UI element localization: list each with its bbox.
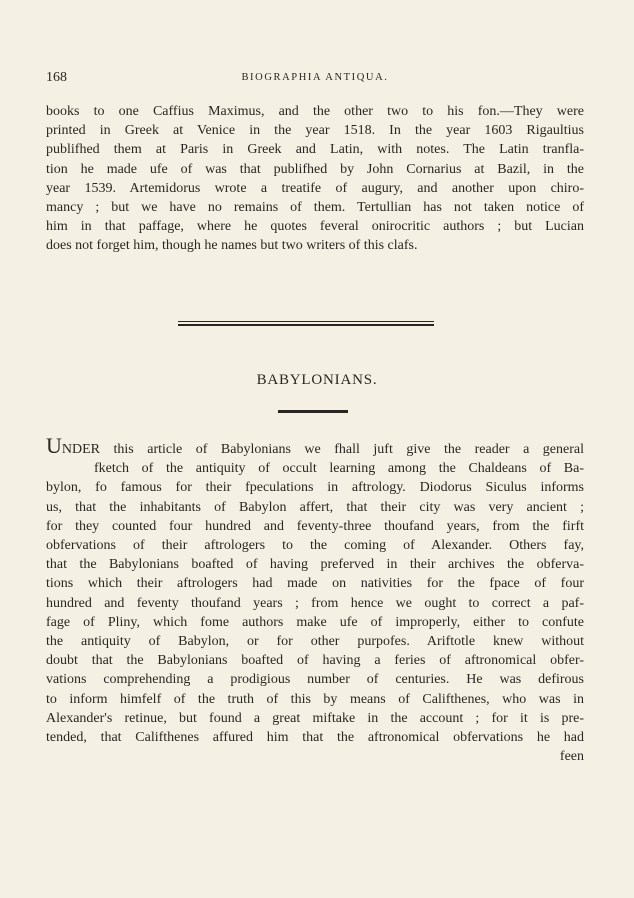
text-line: year 1539. Artemidorus wrote a treatife of augury, and another upon chiro-	[46, 180, 584, 196]
text-line: hundred and feventy thoufand years ; from hence we ought to correct a paf-	[46, 595, 584, 611]
text-line: us, that the inhabitants of Babylon affert, that their city was very ancient ;	[46, 499, 584, 515]
text-line: Alexander's retinue, but found a great miftake in the account ; for it is pre-	[46, 710, 584, 726]
text-line: fage of Pliny, which fome authors make ufe of improperly, either to confute	[46, 614, 584, 630]
text-line: that the Babylonians boafted of having preferved in their archives the obferva-	[46, 557, 584, 573]
running-title: BIOGRAPHIA ANTIQUA.	[241, 72, 389, 83]
text-line: does not forget him, though he names but two writers of this clafs.	[46, 238, 418, 254]
text-line: for they counted four hundred and feventy-three thoufand years, from the firft	[46, 518, 584, 534]
text-line: vations comprehending a prodigious number of centuries. He was defirous	[46, 672, 584, 688]
heading-rule	[278, 410, 348, 413]
first-line	[46, 433, 584, 459]
text-line: books to one Caffius Maximus, and the other two to his fon.—They were	[46, 104, 584, 119]
text-line: printed in Greek at Venice in the year 1518. In the year 1603 Rigaultius	[46, 123, 584, 139]
text-line: publifhed them at Paris in Greek and Latin, with notes. The Latin tranfla-	[46, 142, 584, 158]
text-line: mancy ; but we have no remains of them. Tertullian has not taken notice of	[46, 200, 584, 216]
text-line: doubt that the Babylonians boafted of having a feries of aftronomical obfer-	[46, 653, 584, 669]
page-number: 168	[46, 70, 67, 85]
text-line: bylon, fo famous for their fpeculations in aftrology. Diodorus Siculus informs	[46, 480, 584, 496]
section-heading: BABYLONIANS.	[256, 372, 378, 388]
text-line: tions which their aftrologers had made on nativities for the fpace of four	[46, 576, 584, 592]
catchword: feen	[559, 749, 584, 765]
text-line: the antiquity of Babylon, or for other purpofes. Ariftotle knew without	[46, 634, 584, 650]
top-paragraph	[46, 102, 584, 256]
text-line: tended, that Califthenes affured him that the aftronomical obfervations he had	[46, 730, 584, 746]
running-head	[46, 70, 584, 90]
text-line: tion he made ufe of was that publifhed by John Cornarius at Bazil, in the	[46, 161, 584, 177]
drop-cap: U	[46, 433, 62, 458]
ornamental-divider	[178, 321, 434, 326]
text-line: him in that paffage, where he quotes feveral onirocritic authors ; but Lucian	[46, 219, 584, 235]
text-line: fketch of the antiquity of occult learning among the Chaldeans of Ba-	[94, 461, 584, 477]
first-line-text: NDER this article of Babylonians we fhall juft give the reader a general	[61, 442, 584, 457]
text-line: obfervations of their aftrologers to the coming of Alexander. Others fay,	[46, 538, 584, 554]
main-paragraph	[46, 433, 584, 766]
text-line: to inform himfelf of the truth of this by means of Califthenes, who was in	[46, 691, 584, 707]
